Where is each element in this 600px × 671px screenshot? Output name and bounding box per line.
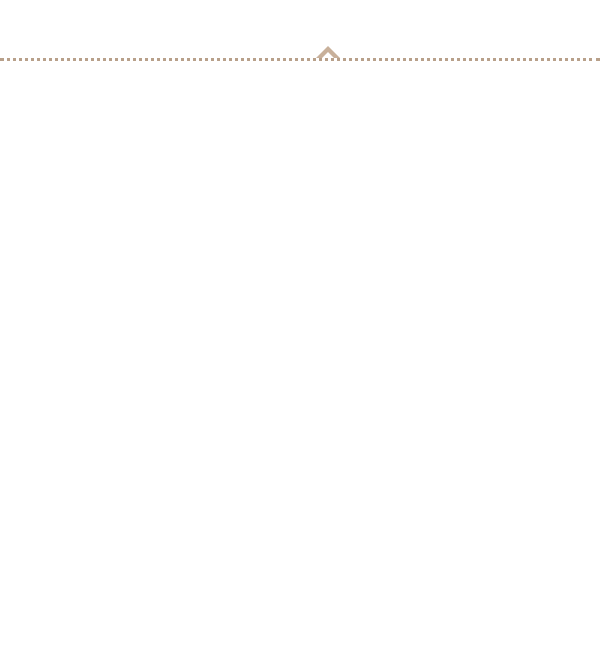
chevron-up-icon [316,44,340,58]
dotted-divider [0,58,600,61]
